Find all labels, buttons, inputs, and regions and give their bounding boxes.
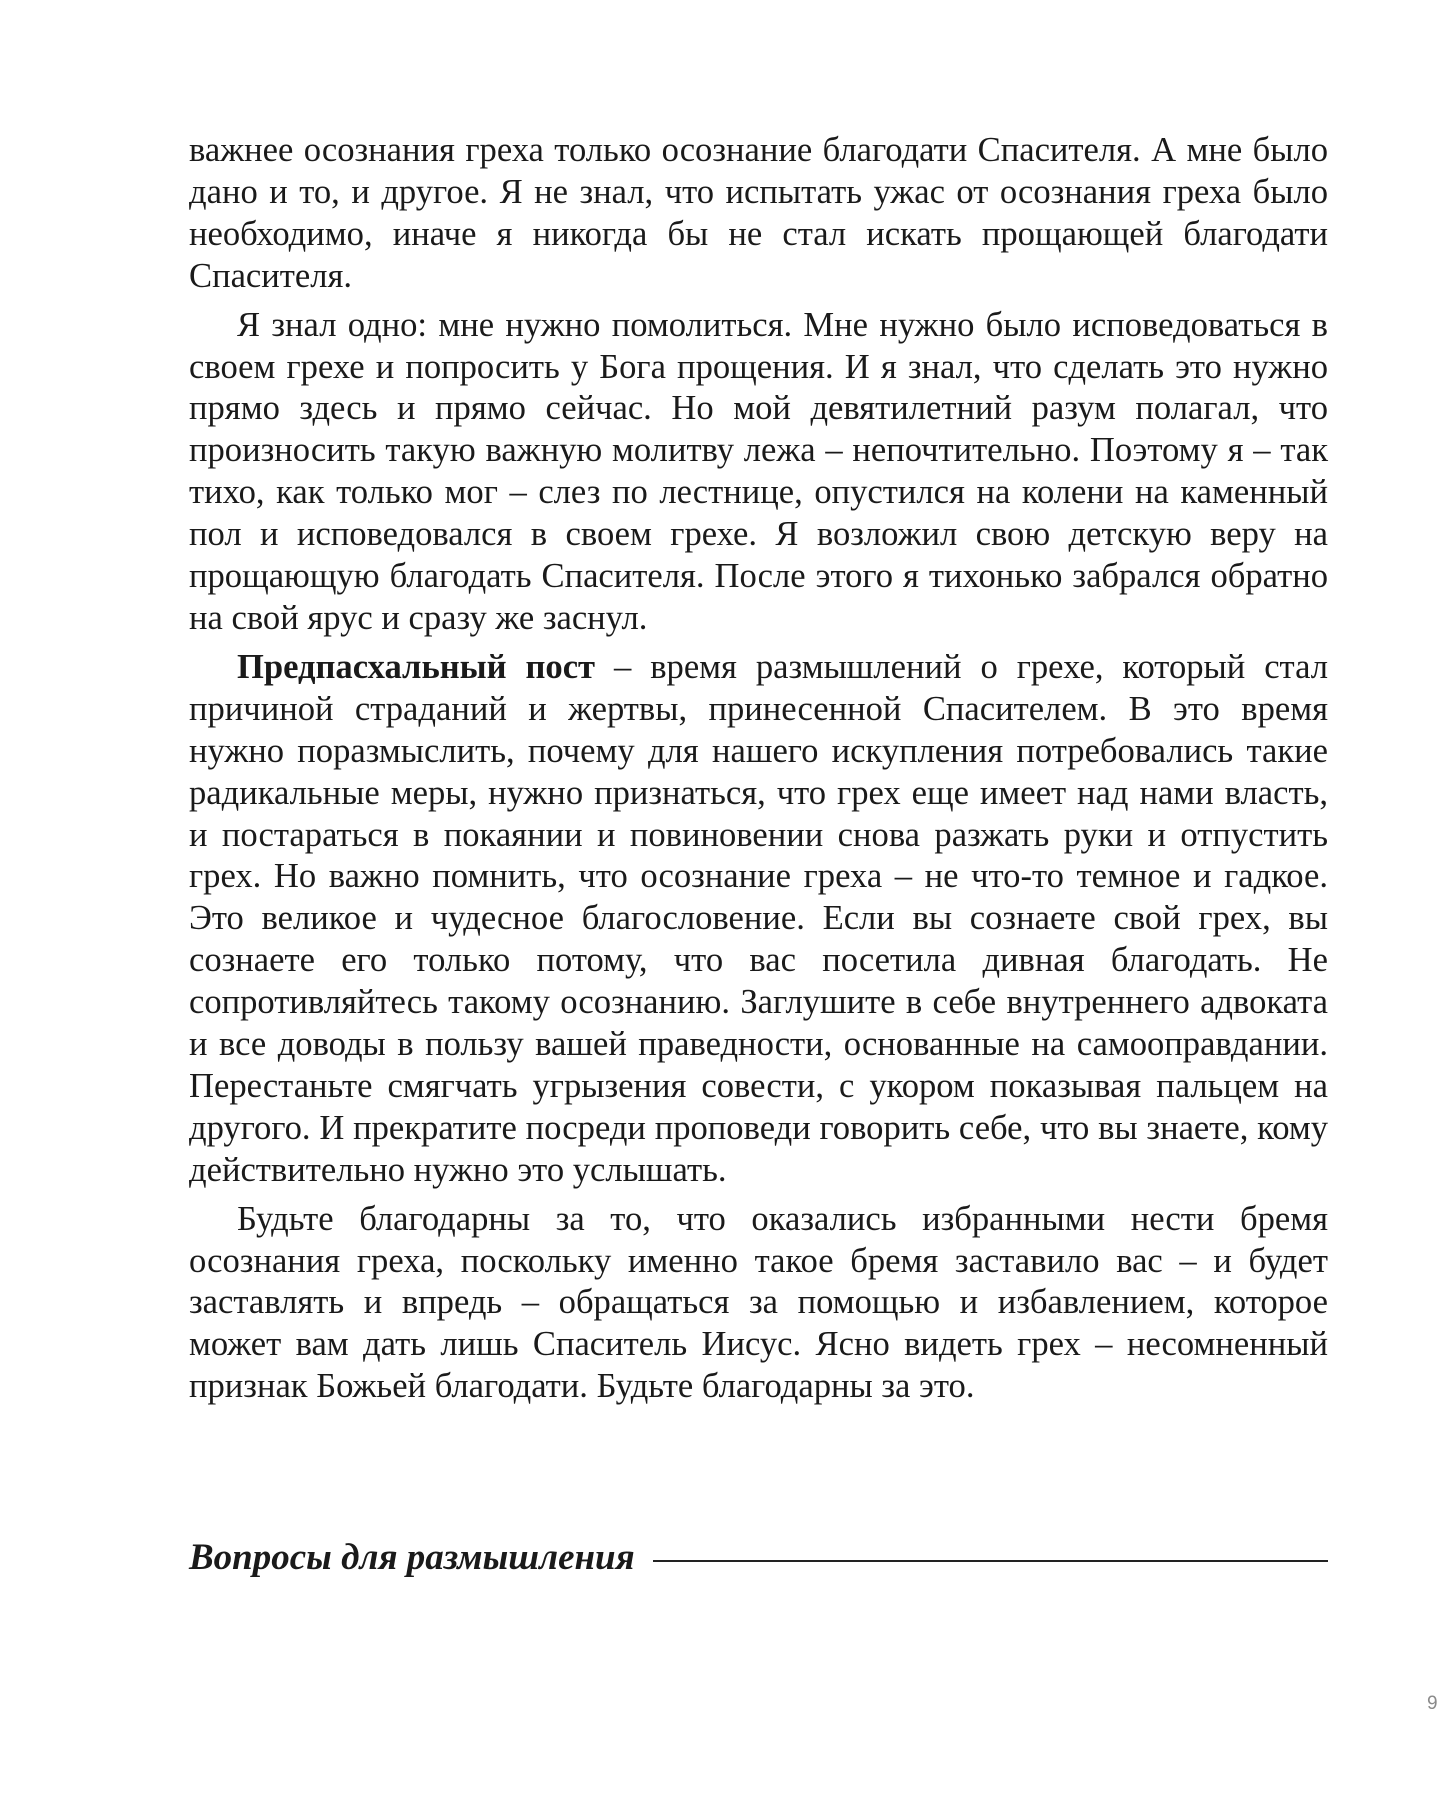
section-heading-rule <box>653 1560 1328 1562</box>
paragraph-2 <box>189 305 1328 640</box>
section-heading <box>189 1532 1328 1584</box>
paragraph-4-text: Будьте благодарны за то, что оказались избранными нести бремя осознания греха, поскольку именно такое бремя заставило вас – и будет заставлять и впредь – обращаться за помощью и избавлением, которое может вам дать лишь Спаситель Иисус. Ясно видеть грех – несомненный признак Божьей благодати. Будьте благодарны за это. <box>189 1199 1328 1406</box>
paragraph-3-bold-lead: Предпасхальный пост <box>237 647 596 686</box>
paragraph-1-text: важнее осознания греха только осознание благодати Спасителя. А мне было дано и то, и другое. Я не знал, что испытать ужас от осознания греха было необходимо, иначе я никогда бы не стал искать прощающей благодати Спасителя. <box>189 131 1328 295</box>
section-heading-title: Вопросы для размышления <box>189 1537 635 1578</box>
page-number: 9 <box>1427 1693 1438 1714</box>
paragraph-2-text: Я знал одно: мне нужно помолиться. Мне нужно было исповедоваться в своем грехе и попросить у Бога прощения. И я знал, что сделать это нужно прямо здесь и прямо сейчас. Но мой девятилетний разум полагал, что произносить такую важную молитву лежа – непочтительно. Поэтому я – так тихо, как только мог – слез по лестнице, опустился на колени на каменный пол и исповедовался в своем грехе. Я возложил свою детскую веру на прощающую благодать Спасителя. После этого я тихонько забрался обратно на свой ярус и сразу же заснул. <box>189 305 1328 637</box>
paragraph-1 <box>189 130 1328 298</box>
page-body <box>189 130 1328 1415</box>
paragraph-3 <box>189 647 1328 1192</box>
paragraph-4 <box>189 1199 1328 1409</box>
paragraph-3-text: – время размышлений о грехе, который стал причиной страданий и жертвы, принесенной Спасителем. В это время нужно поразмыслить, почему для нашего искупления потребовались такие радикальные меры, нужно признаться, что грех еще имеет над нами власть, и постараться в покаянии и повиновении снова разжать руки и отпустить грех. Но важно помнить, что осознание греха – не что-то темное и гадкое. Это великое и чудесное благословение. Если вы сознаете свой грех, вы сознаете его только потому, что вас посетила дивная благодать. Не сопротивляйтесь такому осознанию. Заглушите в себе внутреннего адвоката и все доводы в пользу вашей праведности, основанные на самооправдании. Перестаньте смягчать угрызения совести, с укором показывая пальцем на другого. И прекратите посреди проповеди говорить себе, что вы знаете, кому действительно нужно это услышать. <box>189 647 1328 1189</box>
